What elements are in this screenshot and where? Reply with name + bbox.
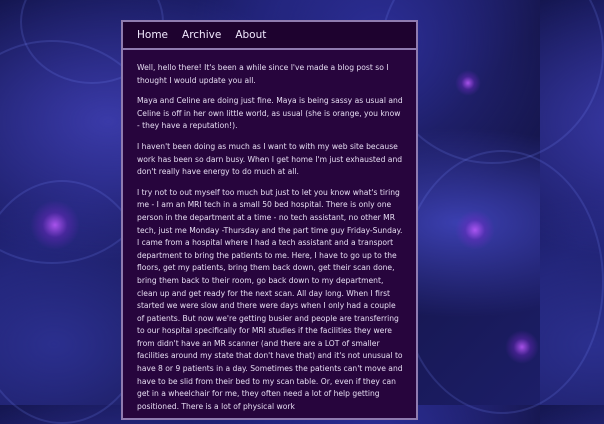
blog-container	[121, 20, 418, 420]
nav-home-link[interactable]: Home	[137, 29, 169, 41]
post-paragraph: Maya and Celine are doing just fine. Maya is being sassy as usual and Celine is off in her own little world, as usual (she is orange, you know - they have a reputation!).	[137, 96, 403, 131]
post-paragraph: Well, hello there! It's been a while since I've made a blog post so I thought I would update you all.	[137, 63, 389, 85]
background-glow	[455, 210, 495, 250]
background-glow	[455, 70, 481, 96]
post-content	[123, 50, 416, 413]
post-paragraph: I try not to out myself too much but just to let you know what's tiring me - I am an MRI tech in a small 50 bed hospital. There is only one person in the department at a time - no tech assistant, no other MR tech, just me Monday -Thursday and the part time guy Friday-Sunday. I came from a hospital where I had a tech assistant and a transport department to bring the patients to me. Here, I have to go up to the floors, get my patients, bring them back down, get their scan done, bring them back to their room, go back down to my department, clean up and get ready for the next scan. All day long. When I first started we were slow and there were days when I only had a couple of patients. But now we're getting busier and people are transferring to our hospital specifically for MRI studies if the facilities they were from didn't have an MR scanner (and there are a LOT of smaller facilities around my state that don't have that) and it's not unusual to have 8 or 9 patients in a day. Sometimes the patients can't move and have to be slid from their bed to my scan table. Or, even if they can get in a wheelchair for me, they often need a lot of help getting positioned. There is a lot of physical work	[137, 187, 403, 411]
nav-archive-link[interactable]: Archive	[182, 29, 222, 41]
background-swirl	[400, 150, 604, 414]
top-navigation	[123, 22, 416, 50]
nav-about-link[interactable]: About	[235, 29, 267, 41]
background-glow	[30, 200, 80, 250]
post-paragraph: I haven't been doing as much as I want to with my web site because work has been so darn busy. When I get home I'm just exhausted and don't really have energy to do much at all.	[137, 141, 403, 177]
background-glow	[505, 330, 539, 364]
